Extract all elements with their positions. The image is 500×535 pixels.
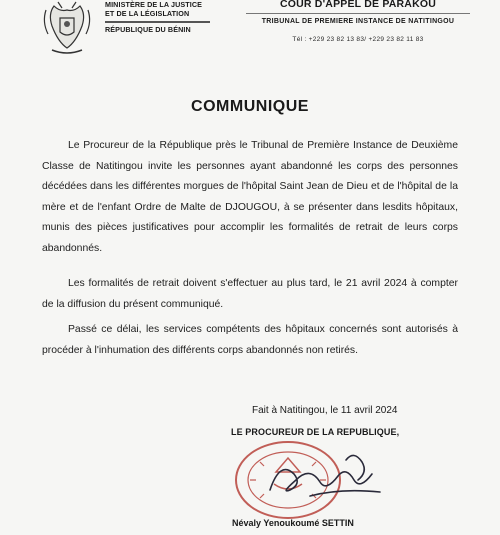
signatory-role: LE PROCUREUR DE LA REPUBLIQUE, [231, 427, 400, 437]
handwritten-signature-icon [250, 440, 410, 510]
document-title: COMMUNIQUE [191, 98, 309, 115]
country-name: RÉPUBLIQUE DU BÉNIN [105, 24, 191, 34]
ministry-line2: ET DE LA LÉGISLATION [105, 9, 190, 19]
signatory-name: Névaly Yenoukoumé SETTIN [232, 518, 354, 528]
court-header [242, 0, 474, 43]
paragraph-3: Passé ce délai, les services compétents des hôpitaux concernés sont autorisés à procéder à l'inhumation des différents corps abandonnés non retirés. [42, 324, 458, 356]
ministry-line1: MINISTÈRE DE LA JUSTICE [105, 0, 203, 9]
coat-of-arms-icon [38, 0, 96, 58]
header-divider [105, 21, 210, 23]
phone-numbers: Tél : +229 23 82 13 83/ +229 23 82 11 83 [292, 36, 424, 43]
tribunal-name: TRIBUNAL DE PREMIERE INSTANCE DE NATITINGOU [261, 18, 455, 25]
place-date: Fait à Natitingou, le 11 avril 2024 [252, 405, 398, 416]
ministry-header [105, 0, 225, 34]
paragraph-1: Le Procureur de la République près le Tribunal de Première Instance de Deuxième Classe de Natitingou invite les personnes ayant abandonné les corps des personnes décédées dans les différentes morgues de l'hôpital Saint Jean de Dieu et de l'hôpital de la mère et de l'enfant Ordre de Malte de DJOUGOU, à se présenter dans lesdits hôpitaux, munis des pièces justificatives pour accomplir les formalités de retrait de leurs corps abandonnés. [42, 140, 458, 254]
court-divider [246, 13, 470, 14]
paragraph-2: Les formalités de retrait doivent s'effectuer au plus tard, le 21 avril 2024 à compter de la diffusion du présent communiqué. [42, 278, 458, 310]
court-name: COUR D'APPEL DE PARAKOU [279, 0, 437, 10]
